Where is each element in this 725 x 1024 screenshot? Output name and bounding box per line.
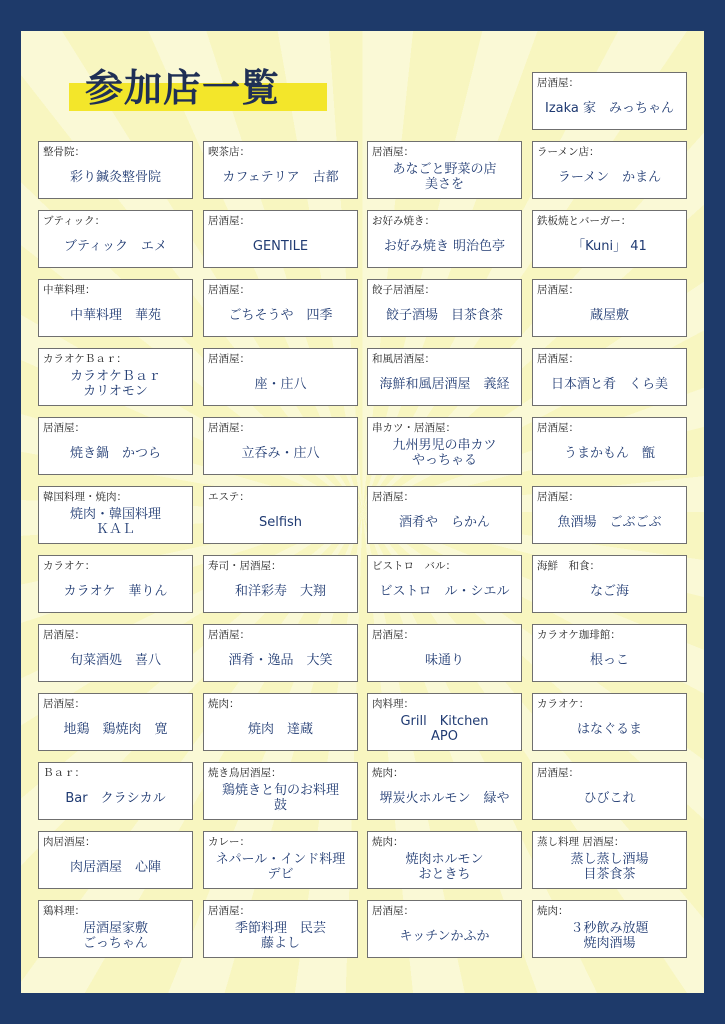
shop-category: 寿司・居酒屋： xyxy=(208,560,282,572)
shop-card xyxy=(532,831,687,889)
shop-category: ラーメン店： xyxy=(537,146,600,158)
page-title: 参加店一覧 xyxy=(85,66,281,110)
shop-name: 焼き鍋 かつら xyxy=(69,445,161,461)
shop-card xyxy=(38,624,193,682)
shop-category: 居酒屋： xyxy=(537,491,579,503)
shop-name: 立呑み・庄八 xyxy=(241,445,320,461)
shop-name: GENTILE xyxy=(252,238,309,254)
shop-category: 鉄板焼とバーガー： xyxy=(537,215,632,227)
shop-card xyxy=(367,210,522,268)
shop-name: カラオケＢａｒ カリオモン xyxy=(70,369,161,399)
shop-name: 焼肉・韓国料理 ＫＡＬ xyxy=(69,507,161,537)
shop-card xyxy=(367,348,522,406)
shop-name: 「Kuni」 41 xyxy=(572,238,647,254)
shop-category: カラオケ： xyxy=(537,698,590,710)
shop-name: うまかもん 甑 xyxy=(563,445,655,461)
shop-card xyxy=(38,141,193,199)
shop-category: 整骨院： xyxy=(43,146,85,158)
shop-category: 中華料理： xyxy=(43,284,96,296)
shop-card xyxy=(532,555,687,613)
shop-card xyxy=(367,141,522,199)
shop-category: Ｂａｒ： xyxy=(43,767,85,779)
shop-name: 日本酒と肴 くら美 xyxy=(550,376,668,392)
shop-category: ブティック： xyxy=(43,215,106,227)
shop-name: 彩り鍼灸整骨院 xyxy=(69,169,161,185)
shop-card xyxy=(532,624,687,682)
shop-name: ビストロ ル・シエル xyxy=(379,583,510,599)
shop-card xyxy=(203,555,358,613)
shop-card xyxy=(38,900,193,958)
shop-category: 居酒屋： xyxy=(372,491,414,503)
shop-category: 居酒屋： xyxy=(43,629,85,641)
shop-card xyxy=(367,555,522,613)
shop-name: 根っこ xyxy=(589,652,629,668)
shop-card xyxy=(203,210,358,268)
shop-name: 座・庄八 xyxy=(254,376,307,392)
shop-card xyxy=(532,210,687,268)
shop-category: 焼肉： xyxy=(372,767,404,779)
shop-card xyxy=(367,417,522,475)
shop-category: カレー： xyxy=(208,836,250,848)
shop-card xyxy=(532,417,687,475)
shop-category: 喫茶店： xyxy=(208,146,250,158)
shop-card xyxy=(38,831,193,889)
shop-name: なご海 xyxy=(589,583,629,599)
shop-card xyxy=(203,831,358,889)
shop-category: 餃子居酒屋： xyxy=(372,284,435,296)
shop-category: カラオケ珈琲館： xyxy=(537,629,621,641)
shop-category: 蒸し料理 居酒屋： xyxy=(537,836,625,848)
shop-category: 居酒屋： xyxy=(372,146,414,158)
shop-name: 焼肉 達蔵 xyxy=(247,721,313,737)
shop-name: はなぐるま xyxy=(576,721,642,737)
shop-category: 居酒屋： xyxy=(372,629,414,641)
shop-category: 海鮮 和食： xyxy=(537,560,600,572)
shop-name: 酒肴・逸品 大笑 xyxy=(228,652,333,668)
shop-name: あなごと野菜の店 美さを xyxy=(392,162,497,192)
shop-name: 魚酒場 ごぶごぶ xyxy=(557,514,662,530)
shop-card xyxy=(38,348,193,406)
shop-name: 酒肴や らかん xyxy=(398,514,490,530)
shop-card xyxy=(367,624,522,682)
shop-name: ごちそうや 四季 xyxy=(228,307,333,323)
shop-card xyxy=(38,210,193,268)
shop-card xyxy=(532,141,687,199)
shop-category: 串カツ・居酒屋： xyxy=(372,422,456,434)
shop-name: Selfish xyxy=(258,514,303,530)
shop-category: 居酒屋： xyxy=(537,422,579,434)
shop-category: ビストロ バル： xyxy=(372,560,456,572)
shop-card xyxy=(38,417,193,475)
shop-name: カフェテリア 古都 xyxy=(222,169,339,185)
shop-name: 九州男児の串カツ やっちゃる xyxy=(392,438,497,468)
shop-name: 餃子酒場 目茶食茶 xyxy=(385,307,503,323)
shop-card xyxy=(203,624,358,682)
shop-card xyxy=(38,279,193,337)
shop-category: 肉料理： xyxy=(372,698,414,710)
shop-card xyxy=(203,486,358,544)
shop-category: 居酒屋： xyxy=(208,353,250,365)
shop-name: 地鶏 鶏焼肉 寛 xyxy=(63,721,168,737)
shop-card xyxy=(367,762,522,820)
flyer-sheet xyxy=(21,31,704,993)
shop-name: ネパール・インド料理 デビ xyxy=(215,852,346,882)
shop-category: エステ： xyxy=(208,491,250,503)
shop-name: 和洋彩寿 大翔 xyxy=(234,583,326,599)
shop-name: ３秒飲み放題 焼肉酒場 xyxy=(570,921,649,951)
shop-card xyxy=(532,900,687,958)
title-block xyxy=(69,61,327,117)
shop-name: 居酒屋家敷 ごっちゃん xyxy=(82,921,148,951)
shop-category: 居酒屋： xyxy=(208,422,250,434)
shop-card xyxy=(532,762,687,820)
shop-card xyxy=(38,762,193,820)
shop-card xyxy=(367,486,522,544)
shop-card xyxy=(532,693,687,751)
shop-name: 焼肉ホルモン おときち xyxy=(405,852,484,882)
shop-category: 居酒屋： xyxy=(208,905,250,917)
shop-name: 海鮮和風居酒屋 義経 xyxy=(379,376,510,392)
shop-card xyxy=(532,348,687,406)
shop-category: カラオケ： xyxy=(43,560,96,572)
shop-name: 堺炭火ホルモン 緑や xyxy=(379,790,510,806)
shop-name: 蔵屋敷 xyxy=(589,307,629,323)
shop-category: 居酒屋： xyxy=(537,77,579,89)
shop-name: ひびこれ xyxy=(583,790,636,806)
shop-name: 肉居酒屋 心陣 xyxy=(69,859,161,875)
shop-card xyxy=(367,900,522,958)
shop-category: 鶏料理： xyxy=(43,905,85,917)
shop-name: 季節料理 民芸 藤よし xyxy=(234,921,326,951)
shop-category: 焼き鳥居酒屋： xyxy=(208,767,282,779)
shop-card xyxy=(367,831,522,889)
shop-card xyxy=(532,279,687,337)
shop-category: 居酒屋： xyxy=(208,215,250,227)
shop-category: 焼肉： xyxy=(537,905,569,917)
shop-name: Izaka 家 みっちゃん xyxy=(544,100,675,116)
shop-name: 旬菜酒処 喜八 xyxy=(69,652,161,668)
shop-name: 中華料理 華苑 xyxy=(69,307,161,323)
shop-name: カラオケ 華りん xyxy=(63,583,168,599)
shop-category: お好み焼き： xyxy=(372,215,435,227)
shop-name: ラーメン かまん xyxy=(557,169,662,185)
shop-category: 居酒屋： xyxy=(208,629,250,641)
shop-card xyxy=(38,486,193,544)
shop-name: 鶏焼きと旬のお料理 鼓 xyxy=(221,783,339,813)
shop-card xyxy=(203,141,358,199)
shop-name: ブティック エメ xyxy=(64,238,167,254)
shop-card xyxy=(203,762,358,820)
shop-category: 和風居酒屋： xyxy=(372,353,435,365)
shop-category: 韓国料理・焼肉： xyxy=(43,491,127,503)
shop-name: 味通り xyxy=(424,652,464,668)
shop-name: 蒸し蒸し酒場 目茶食茶 xyxy=(570,852,649,882)
shop-category: カラオケＢａｒ： xyxy=(43,353,127,365)
shop-name: Grill Kitchen APO xyxy=(400,714,489,744)
shop-category: 居酒屋： xyxy=(43,422,85,434)
shop-card xyxy=(367,693,522,751)
shop-card xyxy=(203,693,358,751)
shop-card xyxy=(38,693,193,751)
shop-name: キッチンかふか xyxy=(399,928,490,944)
shop-name: Bar クラシカル xyxy=(65,790,166,806)
shop-card xyxy=(203,279,358,337)
shop-category: 居酒屋： xyxy=(537,284,579,296)
shop-card xyxy=(532,72,687,130)
shop-card xyxy=(203,417,358,475)
shop-category: 焼肉： xyxy=(208,698,240,710)
shop-category: 居酒屋： xyxy=(43,698,85,710)
shop-card xyxy=(203,348,358,406)
shop-card xyxy=(38,555,193,613)
shop-card xyxy=(203,900,358,958)
shop-card xyxy=(367,279,522,337)
shop-category: 居酒屋： xyxy=(208,284,250,296)
shop-category: 肉居酒屋： xyxy=(43,836,96,848)
shop-category: 居酒屋： xyxy=(537,353,579,365)
shop-category: 焼肉： xyxy=(372,836,404,848)
shop-name: お好み焼き 明治色亭 xyxy=(383,238,506,254)
shop-category: 居酒屋： xyxy=(372,905,414,917)
shop-category: 居酒屋： xyxy=(537,767,579,779)
shop-card xyxy=(532,486,687,544)
